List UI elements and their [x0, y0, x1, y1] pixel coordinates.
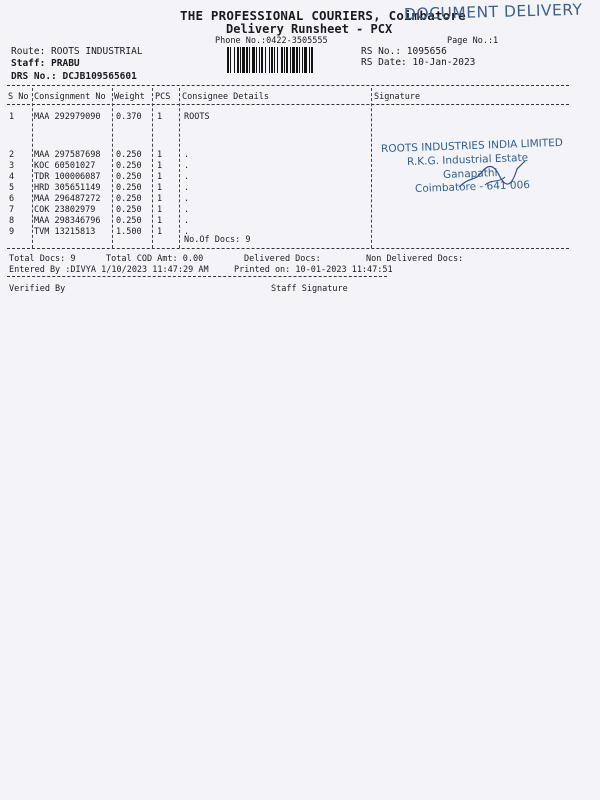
row-consignee-details: . [184, 150, 190, 160]
row-consignee-details: ROOTS [184, 112, 210, 122]
row-consignee-details: . [184, 161, 190, 171]
row-weight: 0.370 [116, 112, 142, 122]
row-consignee-details: . [184, 227, 190, 237]
company-stamp-line4: Coimbatore - 641 006 [414, 178, 531, 196]
row-consignment-no: MAA 298346796 [34, 216, 101, 226]
row-sno: 4 [9, 172, 15, 182]
divider-bottom [7, 248, 569, 249]
row-weight: 0.250 [116, 194, 142, 204]
delivered-docs: Delivered Docs: [244, 254, 321, 264]
row-consignment-no: TVM 13215813 [34, 227, 96, 237]
row-consignment-no: HRD 305651149 [34, 183, 101, 193]
row-consignee-details: . [184, 183, 190, 193]
row-weight: 0.250 [116, 205, 142, 215]
entered-by: Entered By :DIVYA 1/10/2023 11:47:29 AM [9, 265, 209, 275]
row-consignee-details: . [184, 194, 190, 204]
row-sno: 2 [9, 150, 15, 160]
row-sno: 1 [9, 112, 15, 122]
row-weight: 0.250 [116, 161, 142, 171]
handwritten-signature [455, 155, 535, 195]
col-header-consignee: Consignee Details [182, 92, 269, 102]
row-consignment-no: MAA 297587698 [34, 150, 101, 160]
company-stamp-line3: Ganapathi [442, 167, 498, 181]
row-pcs: 1 [157, 150, 163, 160]
row-consignment-no: MAA 296487272 [34, 194, 101, 204]
row-pcs: 1 [157, 216, 163, 226]
col-header-weight: Weight [114, 92, 145, 102]
row-pcs: 1 [157, 227, 163, 237]
row-pcs: 1 [157, 205, 163, 215]
col-divider [179, 88, 180, 248]
phone-number: Phone No.:0422-3505555 [215, 36, 328, 46]
row-consignment-no: COK 23802979 [34, 205, 96, 215]
company-title: THE PROFESSIONAL COURIERS, Coimbatore [180, 8, 466, 23]
no-of-docs: No.Of Docs: 9 [184, 235, 251, 245]
row-weight: 0.250 [116, 150, 142, 160]
row-consignee-details: . [184, 172, 190, 182]
divider-top [7, 85, 569, 86]
row-pcs: 1 [157, 161, 163, 171]
document-delivery-stamp: DOCUMENT DELIVERY [403, 0, 583, 24]
row-sno: 7 [9, 205, 15, 215]
rs-date: RS Date: 10-Jan-2023 [361, 57, 476, 68]
rs-number: RS No.: 1095656 [361, 46, 447, 57]
row-consignment-no: TDR 100006087 [34, 172, 101, 182]
row-pcs: 1 [157, 194, 163, 204]
drs-number: DRS No.: DCJB109565601 [11, 71, 137, 82]
row-pcs: 1 [157, 172, 163, 182]
row-weight: 0.250 [116, 216, 142, 226]
col-header-pcs: PCS [155, 92, 171, 102]
verified-by: Verified By [9, 284, 66, 294]
row-sno: 3 [9, 161, 15, 171]
total-docs: Total Docs: 9 [9, 254, 76, 264]
col-divider [32, 88, 33, 248]
runsheet-subtitle: Delivery Runsheet - PCX [226, 22, 393, 36]
staff-signature: Staff Signature [271, 284, 348, 294]
row-sno: 6 [9, 194, 15, 204]
row-weight: 0.250 [116, 183, 142, 193]
printed-on: Printed on: 10-01-2023 11:47:51 [234, 265, 393, 275]
row-pcs: 1 [157, 112, 163, 122]
row-sno: 8 [9, 216, 15, 226]
barcode [227, 47, 355, 73]
non-delivered-docs: Non Delivered Docs: [366, 254, 464, 264]
row-consignee-details: . [184, 216, 190, 226]
col-header-signature: Signature [374, 92, 421, 102]
page-number: Page No.:1 [447, 36, 499, 46]
col-header-consignment: Consignment No [34, 92, 106, 102]
col-divider [371, 88, 372, 248]
row-sno: 5 [9, 183, 15, 193]
row-weight: 0.250 [116, 172, 142, 182]
company-stamp-line1: ROOTS INDUSTRIES INDIA LIMITED [380, 136, 564, 156]
company-stamp-line2: R.K.G. Industrial Estate [406, 151, 529, 169]
total-cod-amount: Total COD Amt: 0.00 [106, 254, 204, 264]
col-header-sno: S No [8, 92, 29, 102]
divider-totals [7, 276, 387, 277]
barcode-bar [313, 47, 314, 73]
divider-header [7, 104, 569, 105]
row-consignment-no: KOC 60501027 [34, 161, 96, 171]
route-label: Route: ROOTS INDUSTRIAL [11, 46, 143, 57]
col-divider [152, 88, 153, 248]
row-consignee-details: . [184, 205, 190, 215]
row-consignment-no: MAA 292979090 [34, 112, 101, 122]
row-pcs: 1 [157, 183, 163, 193]
row-weight: 1.500 [116, 227, 142, 237]
staff-label: Staff: PRABU [11, 58, 80, 69]
row-sno: 9 [9, 227, 15, 237]
col-divider [112, 88, 113, 248]
